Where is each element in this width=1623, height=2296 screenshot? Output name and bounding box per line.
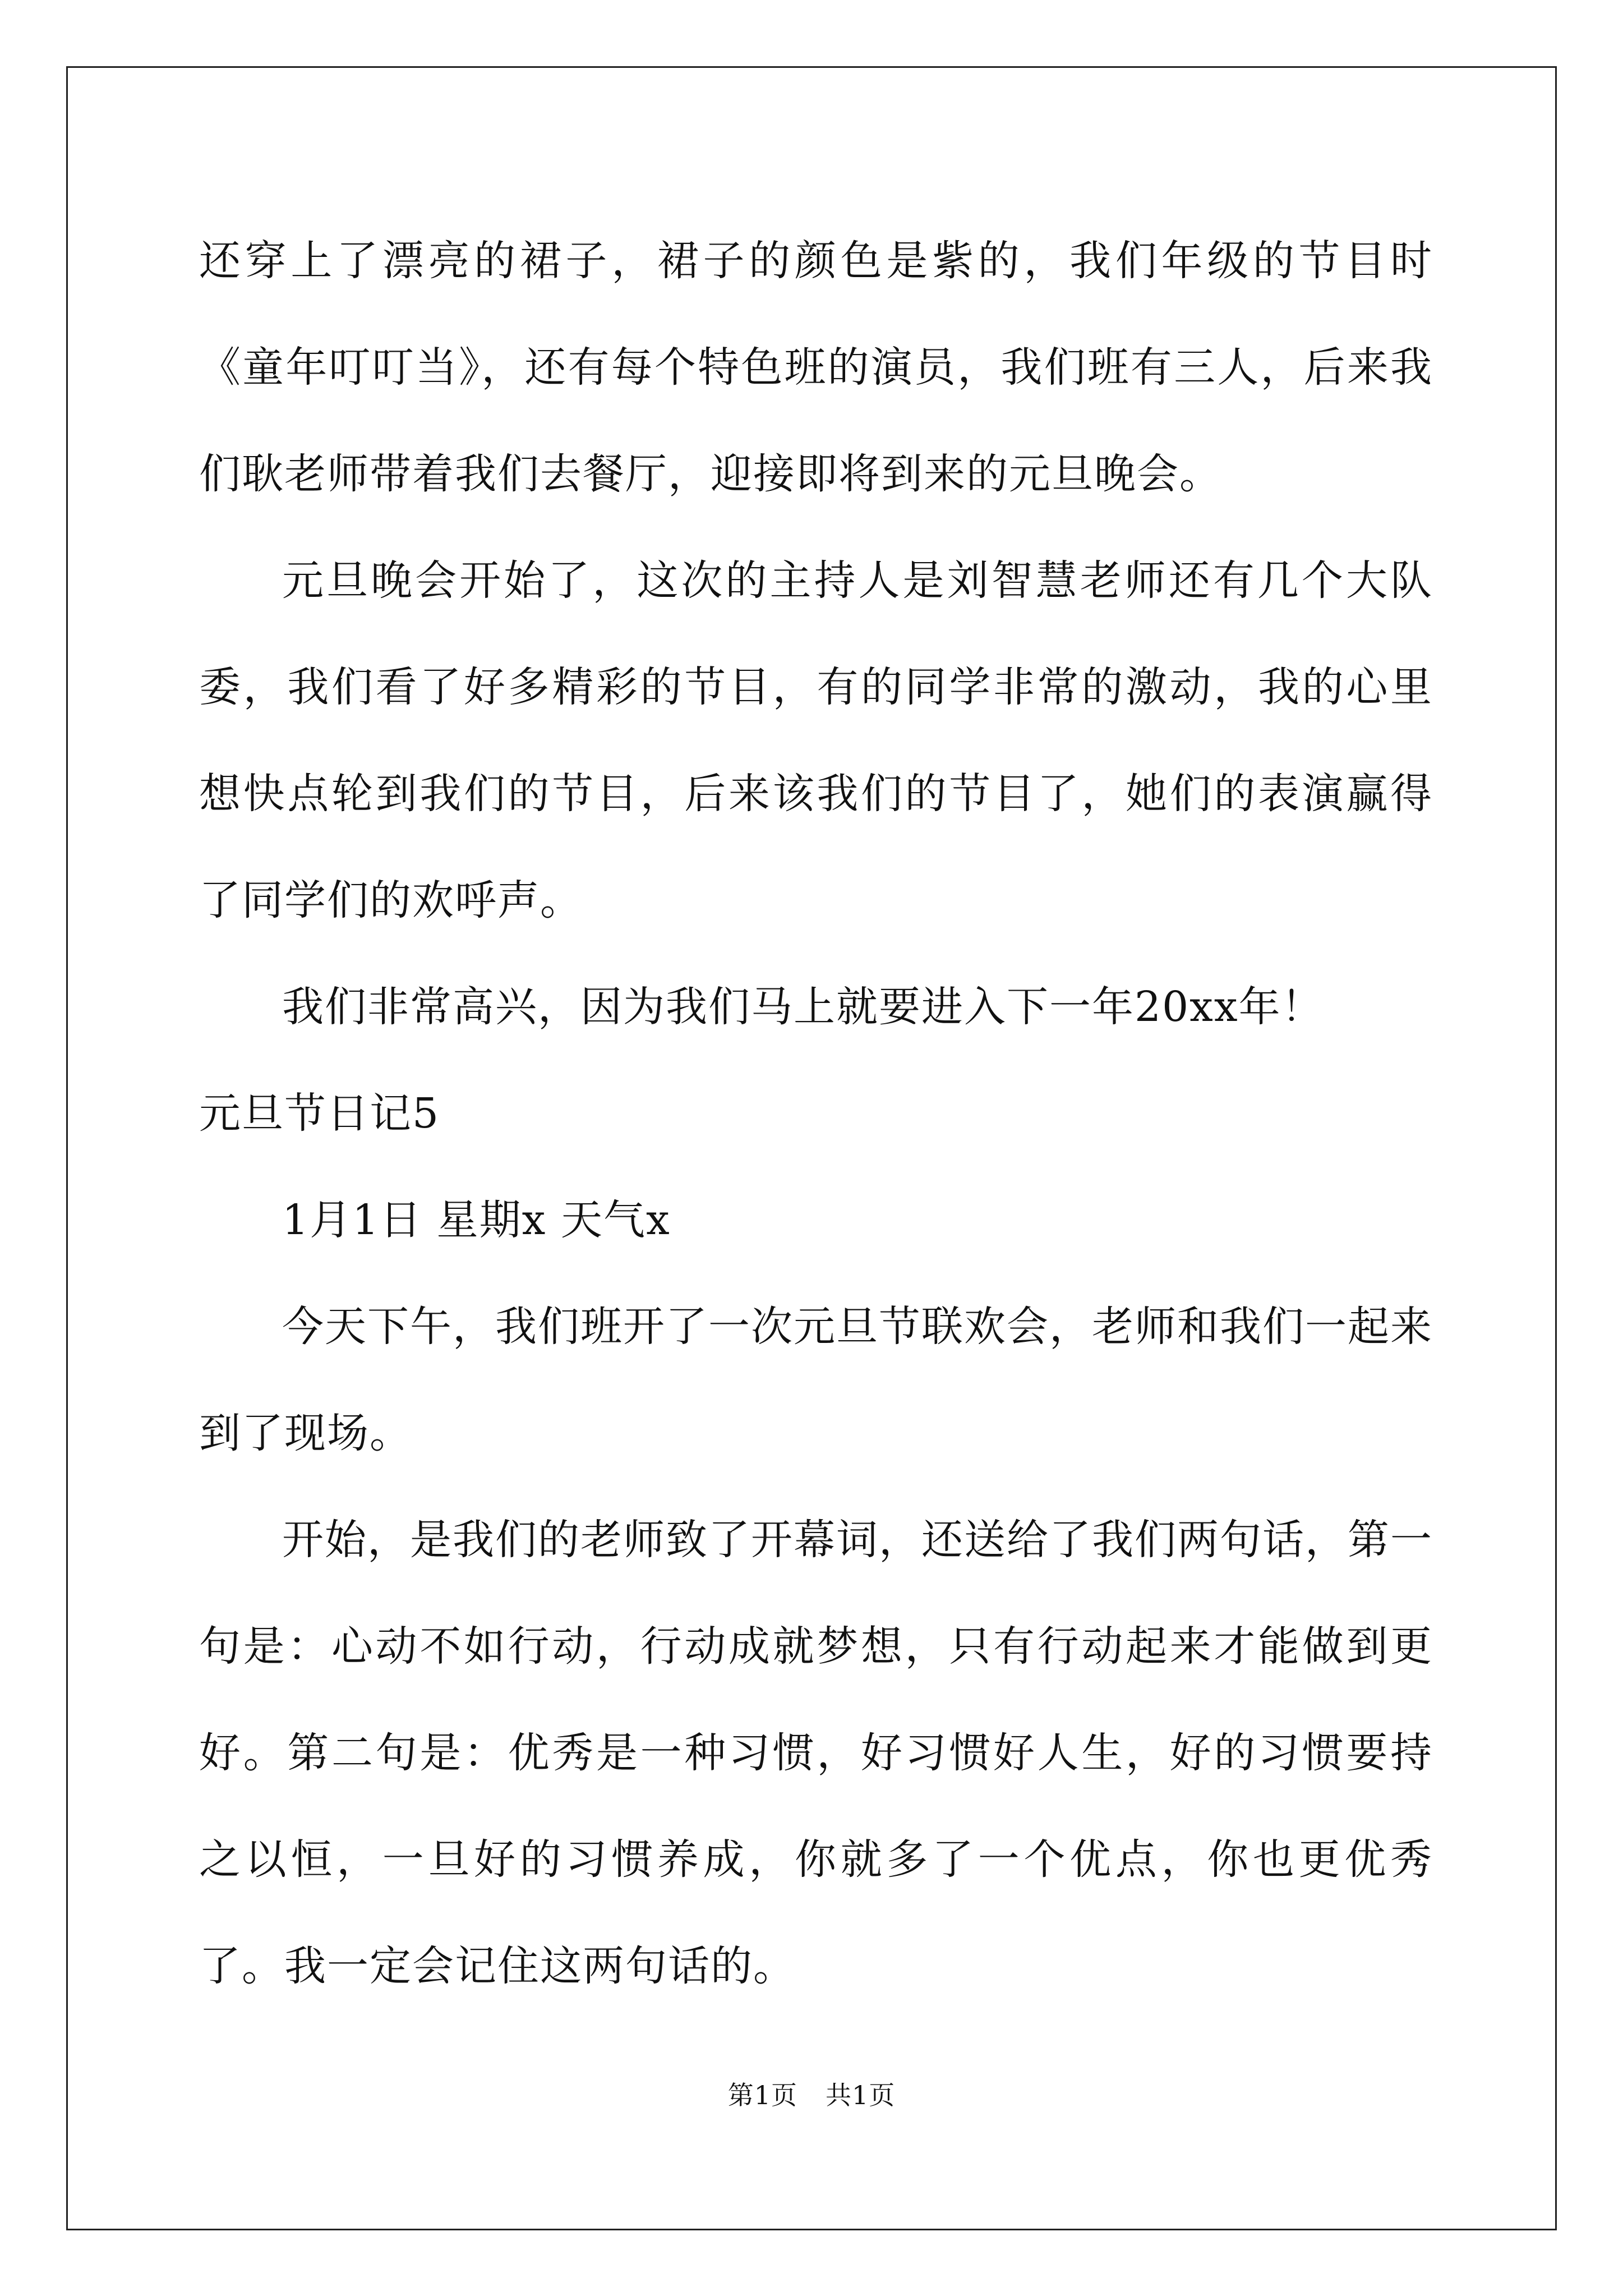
page-footer xyxy=(0,2078,1623,2112)
document-body xyxy=(199,208,1433,2019)
paragraph-new-year: 我们非常高兴，因为我们马上就要进入下一年20xx年！ xyxy=(282,983,1324,1031)
page-number: 第1页 xyxy=(727,2080,797,2110)
diary-heading: 元旦节日记5 xyxy=(199,1089,440,1138)
paragraph-continuation: 还穿上了漂亮的裙子，裙子的颜色是紫的，我们年级的节目时《童年叮叮当》，还有每个特色班的演员，我们班有三人，后来我们耿老师带着我们去餐厅，迎接即将到来的元旦晚会。 xyxy=(199,237,1433,498)
diary-date-line: 1月1日 星期x 天气x xyxy=(282,1196,671,1244)
paragraph-party: 今天下午，我们班开了一次元旦节联欢会，老师和我们一起来到了现场。 xyxy=(199,1303,1433,1457)
page-total: 共1页 xyxy=(826,2080,896,2110)
paragraph-gala-start: 元旦晚会开始了，这次的主持人是刘智慧老师还有几个大队委，我们看了好多精彩的节目，有的同学非常的激动，我的心里想快点轮到我们的节目，后来该我们的节目了，她们的表演赢得了同学们的欢呼声。 xyxy=(199,556,1433,924)
paragraph-teacher-speech: 开始，是我们的老师致了开幕词，还送给了我们两句话，第一句是：心动不如行动，行动成就梦想，只有行动起来才能做到更好。第二句是：优秀是一种习惯，好习惯好人生，好的习惯要持之以恒，一旦好的习惯养成，你就多了一个优点，你也更优秀了。我一定会记住这两句话的。 xyxy=(199,1516,1433,1990)
